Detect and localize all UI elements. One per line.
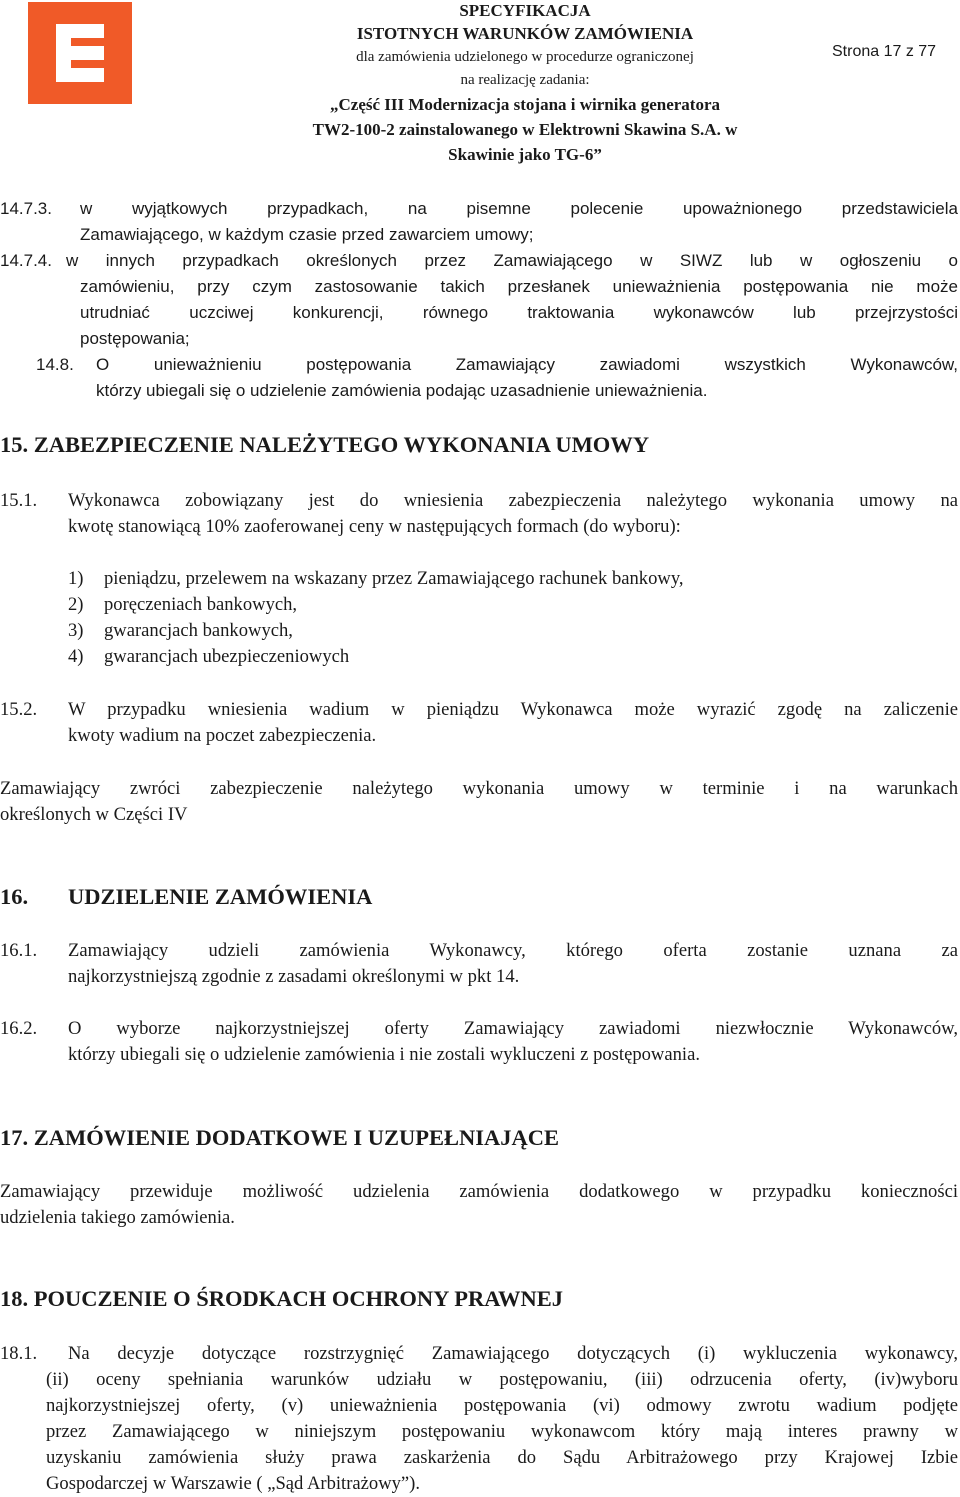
header-title: SPECYFIKACJA [459, 1, 591, 20]
paragraph-line: kwotę stanowiącą 10% zaoferowanej ceny w następujących formach (do wyboru): [68, 516, 681, 537]
paragraph-line: utrudniać uczciwej konkurencji, równego traktowania wykonawców lub przejrzystości [80, 303, 958, 322]
list-number: 1) [68, 568, 84, 589]
page-number: Strona 17 z 77 [832, 43, 937, 60]
section-heading: UDZIELENIE ZAMÓWIENIA [68, 884, 373, 909]
paragraph-line: w innych przypadkach określonych przez Zamawiającego w SIWZ lub w ogłoszeniu o [66, 251, 958, 270]
list-number: 3) [68, 620, 84, 641]
paragraph-line: uzyskaniu zamówienia służy prawa zaskarżenia do Sądu Arbitrażowego przy Krajowej Izbie [46, 1447, 958, 1468]
company-logo [28, 2, 132, 104]
paragraph-line: którzy ubiegali się o udzielenie zamówienia podając uzasadnienie unieważnienia. [96, 381, 708, 400]
paragraph-line: w wyjątkowych przypadkach, na pisemne polecenie upoważnionego przedstawiciela [80, 199, 958, 218]
paragraph-line: najkorzystniejszą zgodnie z zasadami określonymi w pkt 14. [68, 966, 520, 987]
paragraph-line: Zamawiający zwróci zabezpieczenie należytego wykonania umowy w terminie i na warunkach [0, 778, 958, 799]
header-task-line1: „Część III Modernizacja stojana i wirnika generatora [330, 95, 720, 114]
list-item: gwarancjach ubezpieczeniowych [104, 646, 350, 667]
item-number: 16.2. [0, 1018, 38, 1039]
document-header [200, 0, 850, 167]
paragraph-line: zamówieniu, przy czym zastosowanie takich przesłanek unieważnienia postępowania nie może [80, 277, 958, 296]
header-procedure: dla zamówienia udzielonego w procedurze ograniczonej [356, 49, 694, 65]
paragraph-line: (ii) oceny spełniania warunków udziału w postępowaniu, (iii) odrzucenia oferty, (iv)wyboru [46, 1369, 958, 1390]
paragraph-line: kwoty wadium na poczet zabezpieczenia. [68, 725, 377, 746]
list-number: 2) [68, 594, 84, 615]
header-task-line3: Skawinie jako TG-6” [448, 145, 602, 164]
paragraph-line: Wykonawca zobowiązany jest do wniesienia zabezpieczenia należytego wykonania umowy na [68, 490, 958, 511]
item-number: 18.1. [0, 1343, 38, 1364]
section-heading: 17. ZAMÓWIENIE DODATKOWE I UZUPEŁNIAJĄCE [0, 1125, 560, 1150]
paragraph-line: najkorzystniejszej oferty, (v) unieważnienia postępowania (vi) odmowy zwrotu wadium podjęte [46, 1395, 958, 1416]
list-item: pieniądzu, przelewem na wskazany przez Zamawiającego rachunek bankowy, [104, 568, 684, 589]
paragraph-line: postępowania; [80, 329, 190, 348]
paragraph-line: Zamawiającego, w każdym czasie przed zawarciem umowy; [80, 225, 534, 244]
paragraph-line: O unieważnieniu postępowania Zamawiający zawiadomi wszystkich Wykonawców, [96, 355, 958, 374]
paragraph-line: Zamawiający przewiduje możliwość udzielenia zamówienia dodatkowego w przypadku konieczności [0, 1181, 958, 1202]
list-item: poręczeniach bankowych, [104, 594, 298, 615]
section-heading: 15. ZABEZPIECZENIE NALEŻYTEGO WYKONANIA UMOWY [0, 432, 650, 457]
paragraph-line: W przypadku wniesienia wadium w pieniądzu Wykonawca może wyrazić zgodę na zaliczenie [68, 699, 958, 720]
list-item: gwarancjach bankowych, [104, 620, 293, 641]
item-number: 16.1. [0, 940, 38, 961]
list-number: 4) [68, 646, 84, 667]
paragraph-line: Na decyzje dotyczące rozstrzygnięć Zamawiającego dotyczących (i) wykluczenia wykonawcy, [68, 1343, 958, 1364]
paragraph-line: określonych w Części IV [0, 804, 188, 825]
paragraph-line: przez Zamawiającego w niniejszym postępowaniu wykonawcom który mają interes prawny w [46, 1421, 958, 1442]
item-number: 14.7.3. [0, 199, 52, 218]
item-number: 14.8. [36, 355, 74, 374]
item-number: 14.7.4. [0, 251, 52, 270]
section-number: 16. [0, 884, 29, 909]
paragraph-line: Gospodarczej w Warszawie ( „Sąd Arbitrażowy”). [46, 1473, 421, 1494]
paragraph-line: Zamawiający udzieli zamówienia Wykonawcy, którego oferta zostanie uznana za [68, 940, 958, 961]
item-number: 15.2. [0, 699, 38, 720]
header-task-line2: TW2-100-2 zainstalowanego w Elektrowni Skawina S.A. w [312, 120, 738, 139]
header-task-label: na realizację zadania: [460, 72, 590, 88]
header-subtitle: ISTOTNYCH WARUNKÓW ZAMÓWIENIA [356, 24, 694, 43]
section-heading: 18. POUCZENIE O ŚRODKACH OCHRONY PRAWNEJ [0, 1286, 563, 1311]
item-number: 15.1. [0, 490, 38, 511]
paragraph-line: którzy ubiegali się o udzielenie zamówienia i nie zostali wykluczeni z postępowania. [68, 1044, 700, 1065]
paragraph-line: O wyborze najkorzystniejszej oferty Zamawiający zawiadomi niezwłocznie Wykonawców, [68, 1018, 958, 1039]
paragraph-line: udzielenia takiego zamówienia. [0, 1207, 235, 1228]
